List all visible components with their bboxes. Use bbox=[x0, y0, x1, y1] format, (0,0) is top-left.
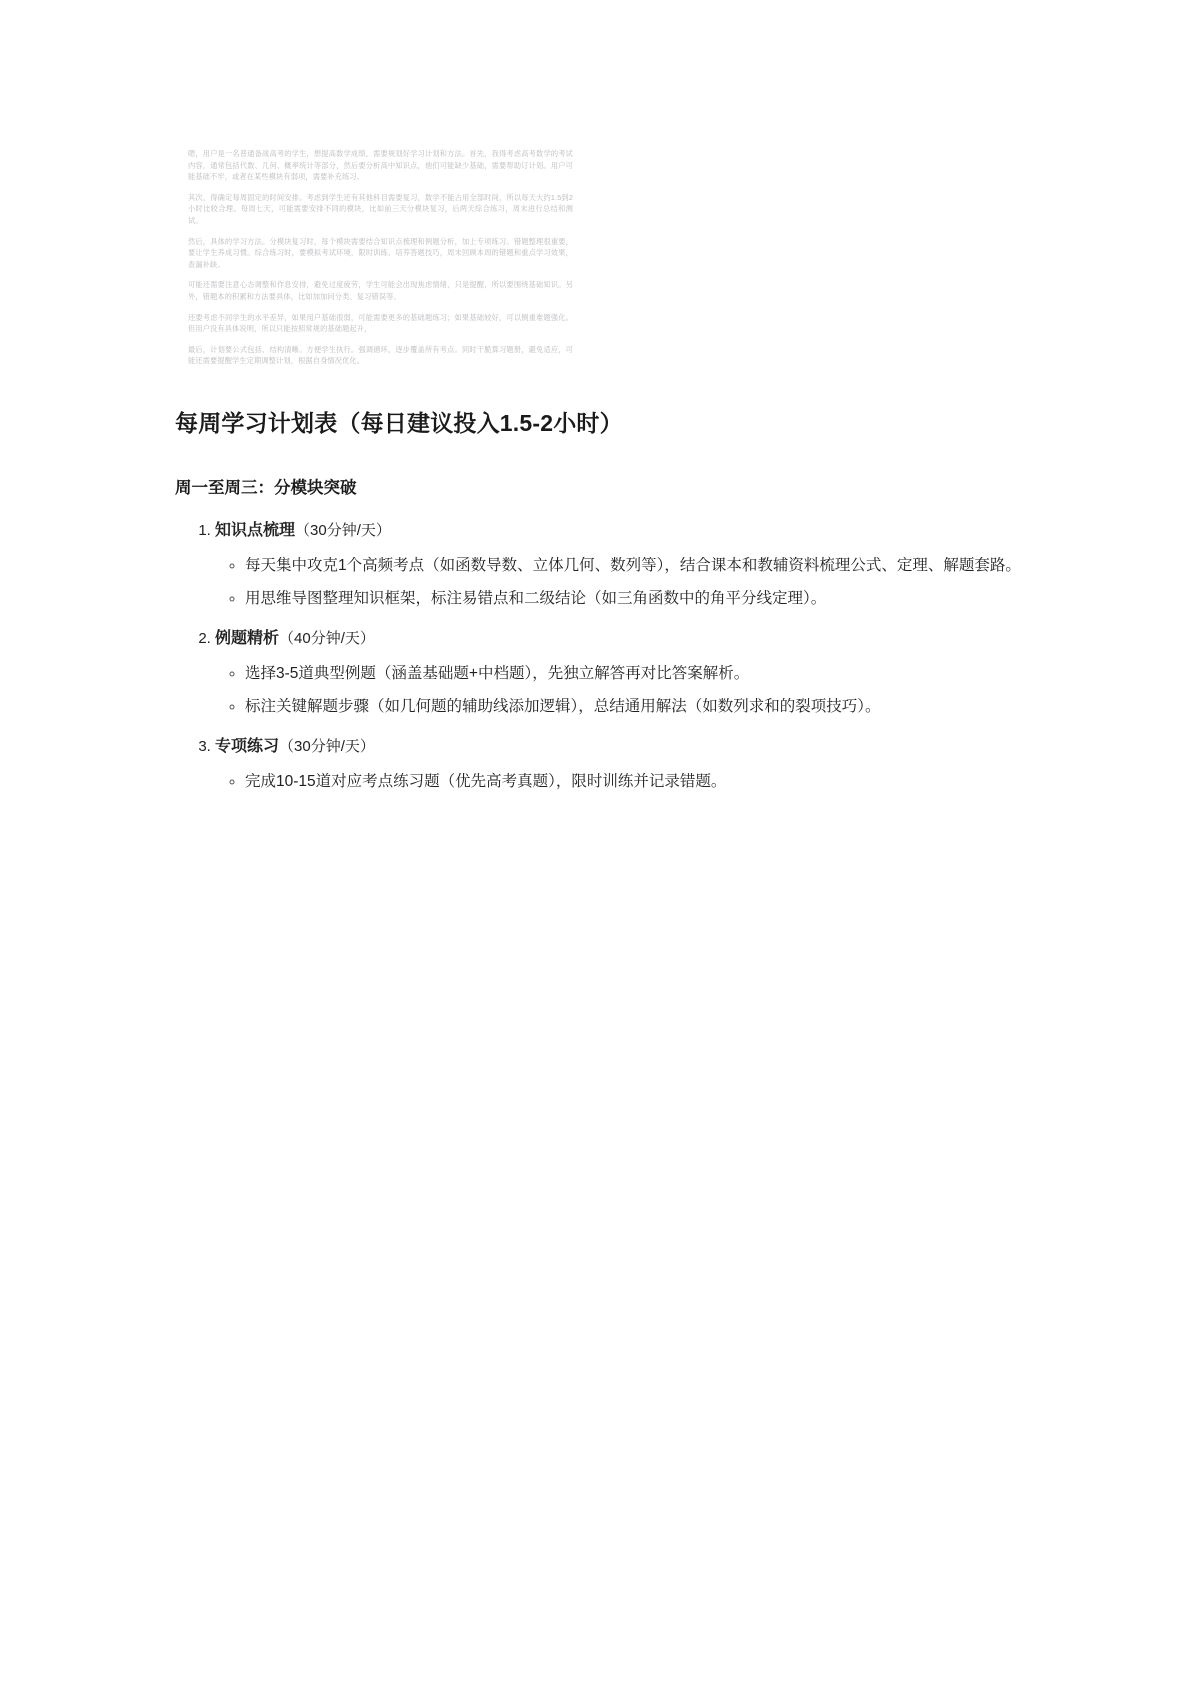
list-item bbox=[215, 732, 1035, 797]
list-item bbox=[215, 516, 1035, 614]
list-item: ◦ 标注关键解题步骤（如几何题的辅助线添加逻辑），总结通用解法（如数列求和的裂项技巧）。 bbox=[245, 691, 1035, 722]
plan-list bbox=[175, 516, 1035, 797]
plan-item-duration: （40分钟/天） bbox=[279, 630, 375, 647]
plan-sub-list bbox=[215, 658, 1035, 722]
list-item: ◦ 完成10-15道对应考点练习题（优先高考真题），限时训练并记录错题。 bbox=[245, 766, 1035, 797]
list-item bbox=[215, 624, 1035, 722]
thinking-block bbox=[188, 148, 573, 376]
thinking-paragraph: 其次，得确定每周固定的时间安排。考虑到学生还有其他科目需要复习，数学不能占用全部时间，所以每天大约1.5到2小时比较合理。每周七天，可能需要安排不同的模块，比如前三天分模块复习，后两天综合练习，周末进行总结和测试。 bbox=[188, 192, 573, 225]
plan-item-duration: （30分钟/天） bbox=[279, 738, 375, 755]
thinking-paragraph: 最后，计划要公式包括、结构清晰。方便学生执行。强调循环，逐步覆盖所有考点。同时干脆算习题册，避免适应，可能还需要提醒学生定期调整计划，根据自身情况优化。 bbox=[188, 344, 573, 366]
document-content bbox=[175, 405, 1035, 807]
thinking-paragraph: 然后，具体的学习方法。分模块复习时，每个模块需要结合知识点梳理和例题分析，加上专项练习。错题整理很重要，要让学生养成习惯。综合练习时，要模拟考试环境，限时训练、培养答题技巧，周末回顾本周的错题和重点学习效果，查漏补缺。 bbox=[188, 236, 573, 269]
thinking-paragraph: 还要考虑不同学生的水平差异，如果用户基础很弱，可能需要更多的基础题练习；如果基础较好，可以侧重难题强化。但用户没有具体说明，所以只能按照常规的基础题起升， bbox=[188, 312, 573, 334]
page-title: 每周学习计划表（每日建议投入1.5-2小时） bbox=[175, 410, 623, 436]
thinking-paragraph: 可能还需要注意心态调整和作息安排，避免过度疲劳，学生可能会出现焦虑情绪，只是提醒，所以要围绕基础知识。另外，错题本的积累和方法要具体，比如加加问分类、复习错误等。 bbox=[188, 280, 573, 301]
list-item: ◦ 用思维导图整理知识框架，标注易错点和二级结论（如三角函数中的角平分线定理）。 bbox=[245, 583, 1035, 614]
list-item: ◦ 每天集中攻克1个高频考点（如函数导数、立体几何、数列等），结合课本和教辅资料梳理公式、定理、解题套路。 bbox=[245, 550, 1035, 581]
plan-sub-list bbox=[215, 766, 1035, 797]
plan-item-name: 知识点梳理 bbox=[215, 522, 296, 539]
thinking-paragraph: 嗯，用户是一名普通备战高考的学生，想提高数学成绩，需要规划好学习计划和方法。首先，我得考虑高考数学的考试内容，通常包括代数、几何、概率统计等部分，然后要分析高中知识点，他们可能缺少基础，需要帮助订计划。用户可能基础不牢，或者在某些模块有弱项，需要补充练习。 bbox=[188, 149, 573, 182]
plan-sub-list bbox=[215, 550, 1035, 614]
plan-item-duration: （30分钟/天） bbox=[295, 522, 391, 539]
plan-item-name: 例题精析 bbox=[215, 630, 280, 647]
section-title: 周一至周三：分模块突破 bbox=[175, 479, 357, 497]
plan-item-name: 专项练习 bbox=[215, 738, 280, 755]
list-item: ◦ 选择3-5道典型例题（涵盖基础题+中档题），先独立解答再对比答案解析。 bbox=[245, 658, 1035, 689]
